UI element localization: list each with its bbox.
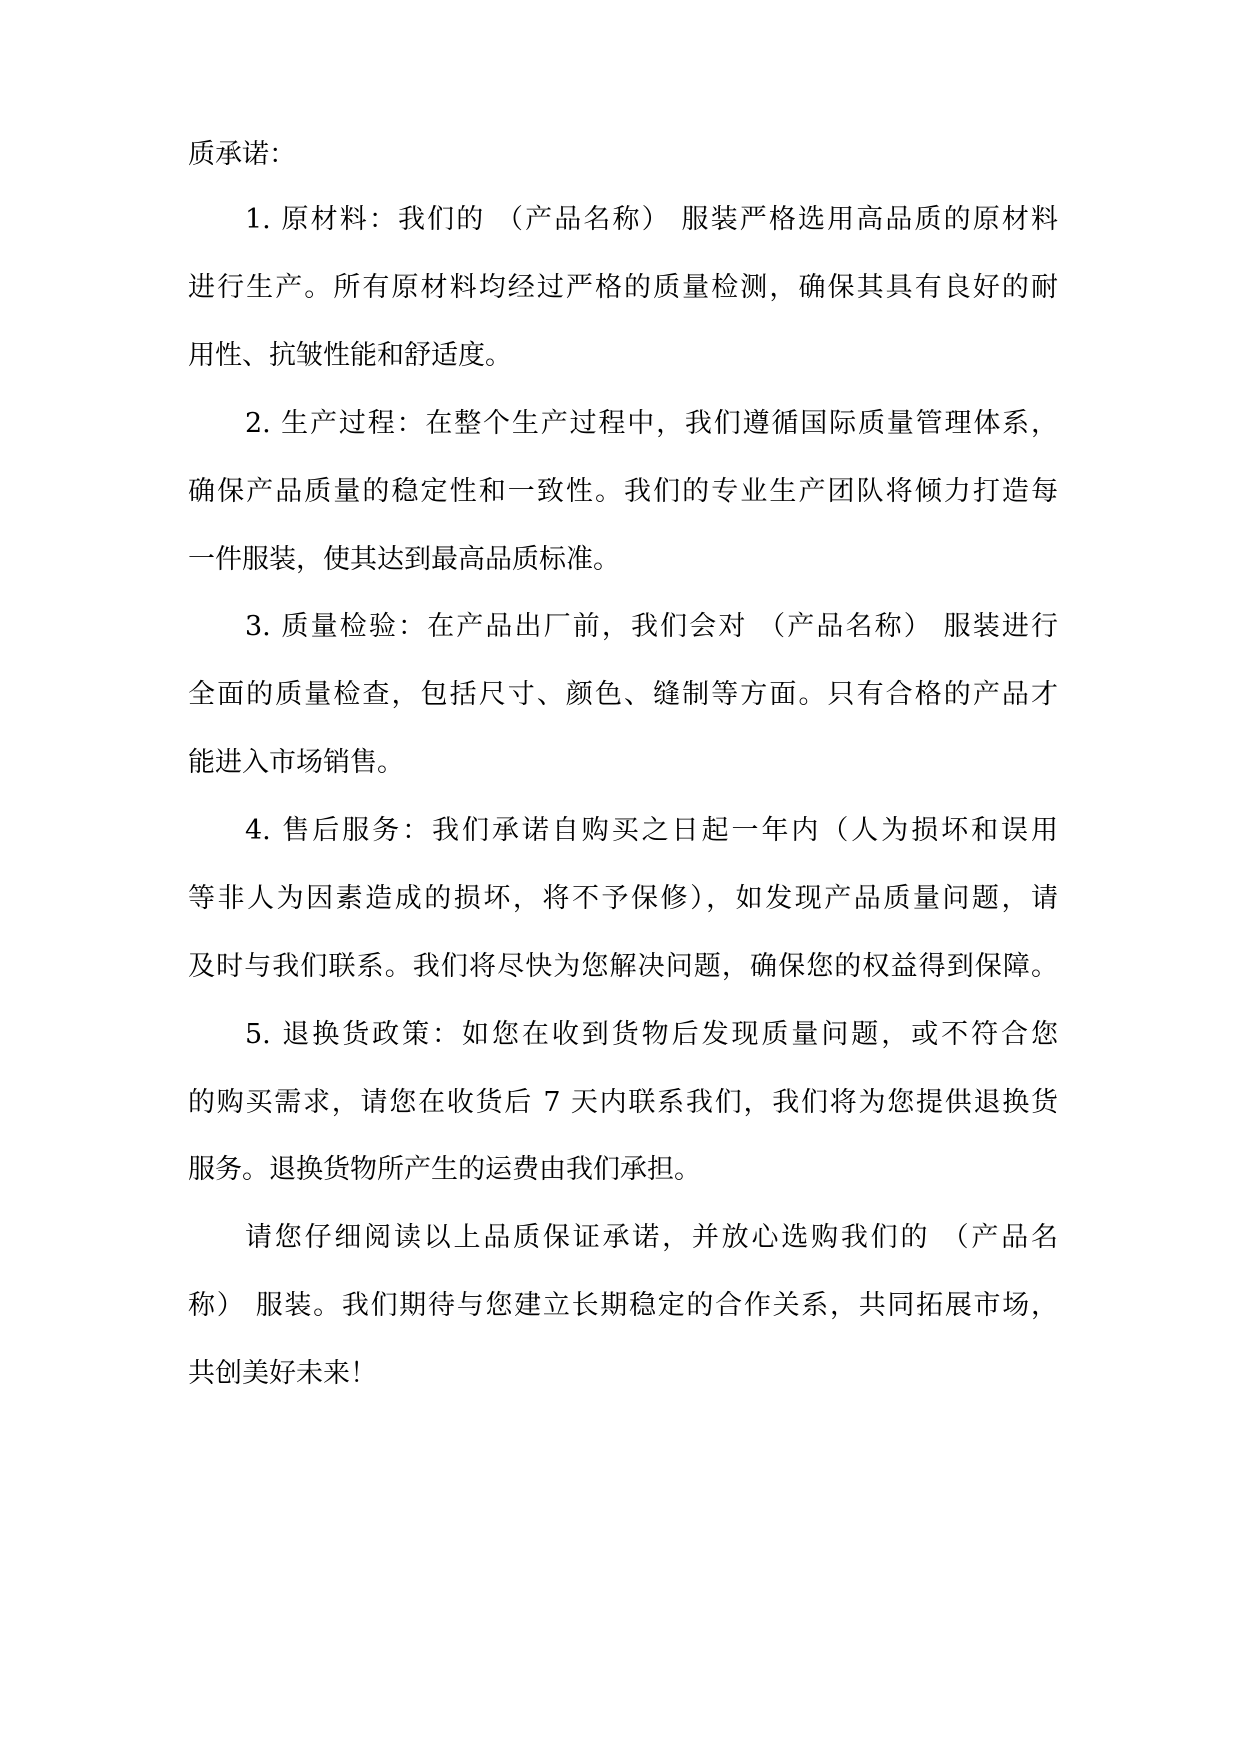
text-line: 请您仔细阅读以上品质保证承诺，并放心选购我们的 （产品名 [245, 1222, 1058, 1253]
text-line: 用性、抗皱性能和舒适度。 [188, 340, 512, 371]
text-line: 称） 服装。我们期待与您建立长期稳定的合作关系，共同拓展市场， [188, 1290, 1058, 1321]
text-line: 质承诺： [188, 139, 296, 170]
text-line: 5. 退换货政策：如您在收到货物后发现质量问题，或不符合您 [245, 1019, 1058, 1050]
text-line: 能进入市场销售。 [188, 747, 404, 778]
text-line: 及时与我们联系。我们将尽快为您解决问题，确保您的权益得到保障。 [188, 951, 1058, 982]
text-line: 全面的质量检查，包括尺寸、颜色、缝制等方面。只有合格的产品才 [188, 679, 1058, 710]
text-line: 等非人为因素造成的损坏，将不予保修），如发现产品质量问题，请 [188, 883, 1058, 914]
text-line: 确保产品质量的稳定性和一致性。我们的专业生产团队将倾力打造每 [188, 476, 1058, 507]
text-line: 1. 原材料：我们的 （产品名称） 服装严格选用高品质的原材料 [245, 204, 1058, 235]
text-line: 进行生产。所有原材料均经过严格的质量检测，确保其具有良好的耐 [188, 272, 1058, 303]
text-line: 一件服装，使其达到最高品质标准。 [188, 544, 620, 575]
text-line: 3. 质量检验：在产品出厂前，我们会对 （产品名称） 服装进行 [245, 611, 1058, 642]
text-line: 4. 售后服务：我们承诺自购买之日起一年内（人为损坏和误用 [245, 815, 1058, 846]
text-line: 服务。退换货物所产生的运费由我们承担。 [188, 1154, 701, 1185]
text-line: 的购买需求，请您在收货后 7 天内联系我们，我们将为您提供退换货 [188, 1087, 1058, 1118]
text-line: 2. 生产过程：在整个生产过程中，我们遵循国际质量管理体系， [245, 408, 1058, 439]
text-line: 共创美好未来！ [188, 1358, 377, 1389]
